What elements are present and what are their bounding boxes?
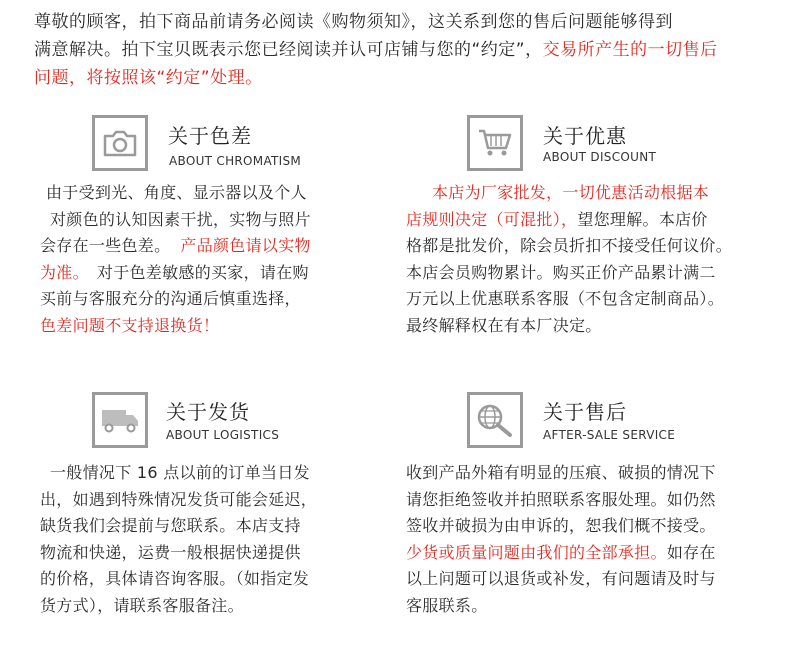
logistics-body: 一般情况下 16 点以前的订单当日发 出，如遇到特殊情况发货可能会延迟， 缺货我们会提前与您联系。本店支持 物流和快递，运费一般根据快递提供 的价格，具体请咨询客服。（如指定发 货方式），请联系客服备注。 bbox=[40, 463, 318, 615]
chromatism-subtitle: ABOUT CHROMATISM bbox=[169, 154, 302, 168]
logistics-title: 关于发货 bbox=[166, 400, 250, 424]
truck-icon bbox=[92, 392, 148, 448]
discount-title: 关于优惠 bbox=[543, 124, 627, 148]
intro-line-3: 问题，将按照该“约定”处理。 bbox=[34, 68, 263, 88]
intro-line-2: 满意解决。拍下宝贝既表示您已经阅读并认可店铺与您的“约定”，交易所产生的一切售后 bbox=[34, 40, 718, 60]
after-sale-title: 关于售后 bbox=[543, 400, 627, 424]
logistics-subtitle: ABOUT LOGISTICS bbox=[166, 428, 280, 442]
chromatism-title: 关于色差 bbox=[168, 124, 252, 148]
camera-icon bbox=[92, 115, 148, 171]
discount-subtitle: ABOUT DISCOUNT bbox=[543, 150, 657, 164]
after-sale-subtitle: AFTER-SALE SERVICE bbox=[543, 428, 676, 442]
after-sale-body: 收到产品外箱有明显的压痕、破损的情况下 请您拒绝签收并拍照联系客服处理。如仍然 签收并破损为由申诉的，恕我们概不接受。 少货或质量问题由我们的全部承担。如存在 以上问题可以退货或补发，有问题请及时与 客服联系。 bbox=[406, 463, 716, 615]
discount-body: 本店为厂家批发，一切优惠活动根据本 店规则决定（可混批），望您理解。本店价 格都是批发价，除会员折扣不接受任何议价。 本店会员购物累计。购买正价产品累计满二 万元以上优惠联系客服（不包含定制商品）。 最终解释权在有本厂决定。 bbox=[406, 183, 733, 335]
chromatism-body: 由于受到光、角度、显示器以及个人 对颜色的认知因素干扰，实物与照片 会存在一些色差。 产品颜色请以实物 为准。 对于色差敏感的买家，请在购 买前与客服充分的沟通后慎重选择， 色差问题不支持退换货！ bbox=[40, 183, 311, 335]
shopping-cart-icon bbox=[467, 115, 523, 171]
intro-line-1: 尊敬的顾客，拍下商品前请务必阅读《购物须知》，这关系到您的售后问题能够得到 bbox=[34, 12, 673, 32]
globe-magnifier-icon bbox=[467, 392, 523, 448]
intro-notice bbox=[34, 8, 774, 92]
